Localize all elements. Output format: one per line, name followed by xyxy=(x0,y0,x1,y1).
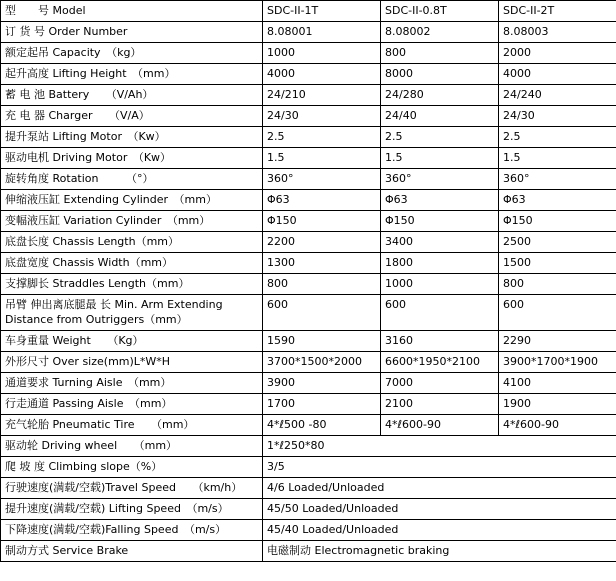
spec-value: 4/6 Loaded/Unloaded xyxy=(263,478,616,499)
spec-value: 4000 xyxy=(263,64,381,85)
spec-value: 2000 xyxy=(499,43,616,64)
spec-value: 7000 xyxy=(381,373,499,394)
spec-value: 360° xyxy=(499,169,616,190)
spec-value: 24/40 xyxy=(381,106,499,127)
spec-value: 24/30 xyxy=(263,106,381,127)
table-row xyxy=(1,352,616,373)
spec-value: 4*ℓ500 -80 xyxy=(263,415,381,436)
spec-label: 行驶速度(满载/空载)Travel Speed （km/h） xyxy=(1,478,263,499)
spec-label: 型 号 Model xyxy=(1,1,263,22)
table-row xyxy=(1,106,616,127)
spec-value: 4100 xyxy=(499,373,616,394)
spec-value: 1000 xyxy=(263,43,381,64)
spec-value: 45/50 Loaded/Unloaded xyxy=(263,499,616,520)
spec-value: 1.5 xyxy=(263,148,381,169)
table-row xyxy=(1,85,616,106)
spec-value: 1*ℓ250*80 xyxy=(263,436,616,457)
spec-label: 充气轮胎 Pneumatic Tire （mm） xyxy=(1,415,263,436)
spec-value: 45/40 Loaded/Unloaded xyxy=(263,520,616,541)
spec-value: SDC-II-0.8T xyxy=(381,1,499,22)
table-row xyxy=(1,373,616,394)
spec-value: 8.08003 xyxy=(499,22,616,43)
table-row xyxy=(1,1,616,22)
spec-value: 360° xyxy=(381,169,499,190)
spec-value: Φ63 xyxy=(381,190,499,211)
spec-value: 8000 xyxy=(381,64,499,85)
spec-value: 3160 xyxy=(381,331,499,352)
spec-value: 2500 xyxy=(499,232,616,253)
spec-value: 2.5 xyxy=(499,127,616,148)
spec-value: 800 xyxy=(263,274,381,295)
spec-value: 2100 xyxy=(381,394,499,415)
spec-label: 车身重量 Weight （Kg） xyxy=(1,331,263,352)
spec-label: 行走通道 Passing Aisle （mm） xyxy=(1,394,263,415)
table-row xyxy=(1,190,616,211)
table-row xyxy=(1,43,616,64)
spec-value: 24/30 xyxy=(499,106,616,127)
table-row xyxy=(1,148,616,169)
spec-value: 1.5 xyxy=(381,148,499,169)
spec-value: 600 xyxy=(381,295,499,331)
table-row xyxy=(1,211,616,232)
spec-label: 通道要求 Turning Aisle （mm） xyxy=(1,373,263,394)
table-row xyxy=(1,331,616,352)
spec-value: 600 xyxy=(263,295,381,331)
spec-value: 1.5 xyxy=(499,148,616,169)
spec-value: 电磁制动 Electromagnetic braking xyxy=(263,541,616,562)
table-row xyxy=(1,478,616,499)
spec-label: 下降速度(满载/空载)Falling Speed （m/s） xyxy=(1,520,263,541)
table-row xyxy=(1,127,616,148)
spec-value: 360° xyxy=(263,169,381,190)
spec-value: 600 xyxy=(499,295,616,331)
spec-value: 2.5 xyxy=(263,127,381,148)
spec-value: 3/5 xyxy=(263,457,616,478)
spec-value: 1900 xyxy=(499,394,616,415)
spec-label: 额定起吊 Capacity （kg） xyxy=(1,43,263,64)
spec-value: 3900 xyxy=(263,373,381,394)
table-row xyxy=(1,541,616,562)
specification-table-body xyxy=(1,1,616,562)
spec-value: 24/280 xyxy=(381,85,499,106)
spec-value: 800 xyxy=(381,43,499,64)
spec-value: 8.08002 xyxy=(381,22,499,43)
spec-label: 提升泵站 Lifting Motor （Kw） xyxy=(1,127,263,148)
spec-value: 1700 xyxy=(263,394,381,415)
spec-label: 起升高度 Lifting Height （mm） xyxy=(1,64,263,85)
table-row xyxy=(1,499,616,520)
spec-value: SDC-II-2T xyxy=(499,1,616,22)
spec-value: 1000 xyxy=(381,274,499,295)
spec-value: Φ150 xyxy=(499,211,616,232)
spec-label: 支撑脚长 Straddles Length（mm） xyxy=(1,274,263,295)
spec-value: 1300 xyxy=(263,253,381,274)
spec-value: 4000 xyxy=(499,64,616,85)
table-row xyxy=(1,232,616,253)
spec-value: 4*ℓ600-90 xyxy=(381,415,499,436)
spec-value: 1590 xyxy=(263,331,381,352)
table-row xyxy=(1,253,616,274)
spec-label: 变幅液压缸 Variation Cylinder （mm） xyxy=(1,211,263,232)
spec-value: 6600*1950*2100 xyxy=(381,352,499,373)
spec-value: 4*ℓ600-90 xyxy=(499,415,616,436)
spec-label: 驱动电机 Driving Motor （Kw） xyxy=(1,148,263,169)
spec-label: 提升速度(满载/空载) Lifting Speed （m/s） xyxy=(1,499,263,520)
spec-label: 充 电 器 Charger （V/A） xyxy=(1,106,263,127)
spec-value: 24/240 xyxy=(499,85,616,106)
spec-value: 1500 xyxy=(499,253,616,274)
spec-value: 2200 xyxy=(263,232,381,253)
spec-value: 3700*1500*2000 xyxy=(263,352,381,373)
spec-value: Φ63 xyxy=(263,190,381,211)
spec-label: 伸缩液压缸 Extending Cylinder （mm） xyxy=(1,190,263,211)
spec-label: 底盘宽度 Chassis Width（mm） xyxy=(1,253,263,274)
spec-value: Φ150 xyxy=(381,211,499,232)
spec-value: SDC-II-1T xyxy=(263,1,381,22)
spec-label: 订 货 号 Order Number xyxy=(1,22,263,43)
spec-value: 8.08001 xyxy=(263,22,381,43)
spec-label: 爬 坡 度 Climbing slope（%） xyxy=(1,457,263,478)
spec-label: 底盘长度 Chassis Length（mm） xyxy=(1,232,263,253)
table-row xyxy=(1,436,616,457)
spec-label: 制动方式 Service Brake xyxy=(1,541,263,562)
spec-value: 2290 xyxy=(499,331,616,352)
table-row xyxy=(1,169,616,190)
spec-value: Φ63 xyxy=(499,190,616,211)
table-row xyxy=(1,394,616,415)
spec-value: 800 xyxy=(499,274,616,295)
spec-label: 驱动轮 Driving wheel （mm） xyxy=(1,436,263,457)
table-row xyxy=(1,64,616,85)
table-row xyxy=(1,415,616,436)
table-row xyxy=(1,274,616,295)
spec-label: 蓄 电 池 Battery （V/Ah） xyxy=(1,85,263,106)
spec-value: 3400 xyxy=(381,232,499,253)
spec-label: 吊臂 伸出离底腿最 长 Min. Arm Extending Distance from Outriggers（mm） xyxy=(1,295,263,331)
table-row xyxy=(1,457,616,478)
spec-value: 2.5 xyxy=(381,127,499,148)
table-row xyxy=(1,520,616,541)
spec-label: 旋转角度 Rotation （°） xyxy=(1,169,263,190)
spec-value: 1800 xyxy=(381,253,499,274)
spec-value: 24/210 xyxy=(263,85,381,106)
table-row xyxy=(1,295,616,331)
spec-value: 3900*1700*1900 xyxy=(499,352,616,373)
table-row xyxy=(1,22,616,43)
spec-value: Φ150 xyxy=(263,211,381,232)
spec-label: 外形尺寸 Over size(mm)L*W*H xyxy=(1,352,263,373)
